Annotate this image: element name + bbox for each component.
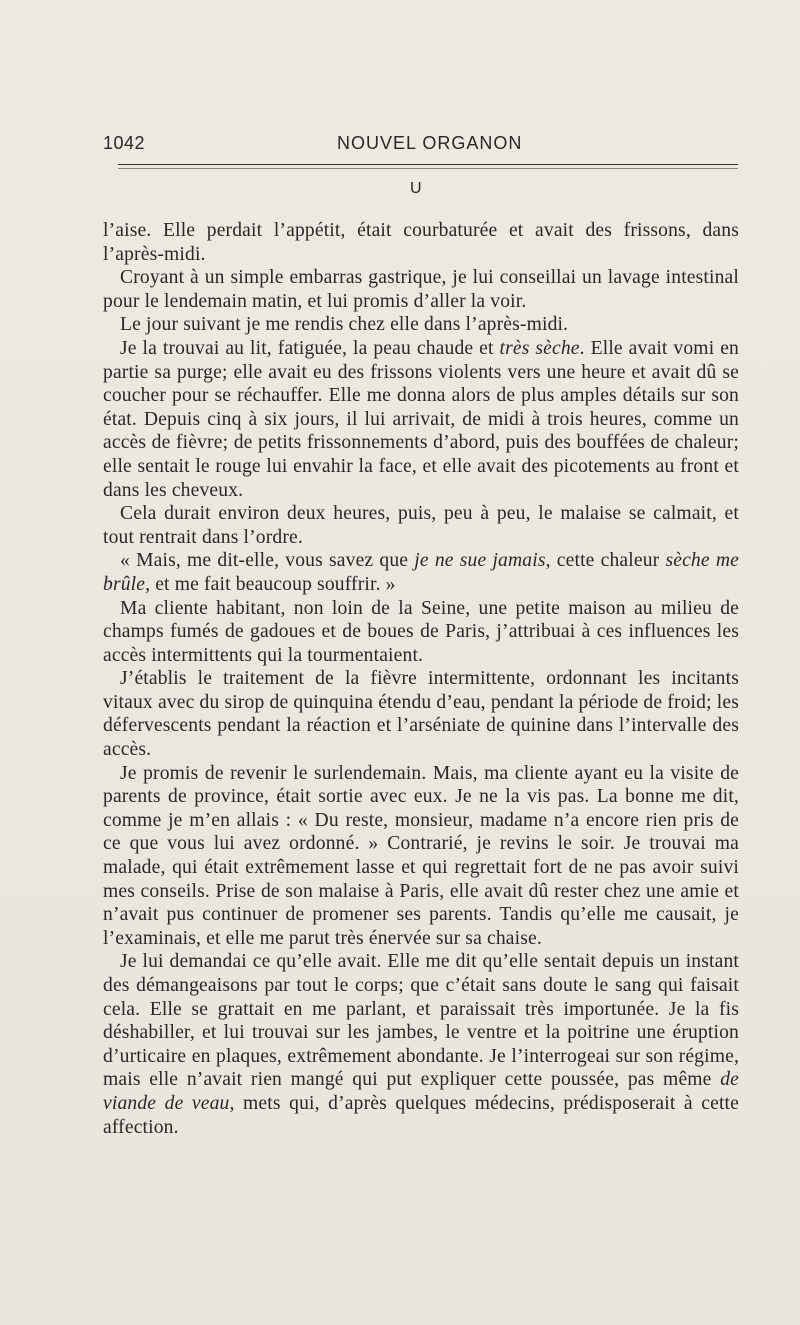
text-run: Ma cliente habitant, non loin de la Seine, une petite maison au milieu de champs fumés de gadoues et de boues de Paris, j’attribuai à ces influences les accès intermittents qui la tourmentaient. (103, 597, 739, 666)
paragraph (103, 337, 739, 502)
paragraph (103, 219, 739, 266)
page-number: 1042 (103, 133, 146, 153)
italic-run: de viande de veau (103, 1069, 739, 1114)
text-run: Le jour suivant je me rendis chez elle dans l’après-midi. (120, 314, 569, 336)
signature-mark: U (410, 180, 422, 197)
italic-run: très sèche (499, 337, 580, 359)
italic-run: sèche me brûle (103, 550, 740, 595)
paragraph (103, 313, 739, 337)
text-run: Je lui demandai ce qu’elle avait. Elle me dit qu’elle sentait depuis un instant des démangeaisons par tout le corps; que c’était sans doute le sang qui faisait cela. Elle se grattait en me parlant, et paraissait très importunée. Je la fis déshabiller, et lui trouvai sur les jambes, le ventre et la poitrine une éruption d’urticaire en plaques, extrêmement abondante. Je l’interrogeai sur son régime, mais elle n’avait rien mangé qui put expliquer cette poussée, pas même (103, 951, 739, 1091)
text-run: Je promis de revenir le surlendemain. Mais, ma cliente ayant eu la visite de parents de province, était sortie avec eux. Je ne la vis pas. La bonne me dit, comme je m’en allais : « Du reste, monsieur, madame n’a encore rien pris de ce que vous lui avez ordonné. » Contrarié, je revins le soir. Je trouvai ma malade, qui était extrêmement lasse et qui regrettait fort de ne pas avoir suivi mes conseils. Prise de son malaise à Paris, elle avait dû rester chez une amie et n’avait pus continuer de promener ses parents. Tandis qu’elle me causait, je l’examinais, et elle me parut très énervée sur sa chaise. (103, 762, 739, 949)
paragraph (103, 266, 739, 313)
paragraph (103, 950, 739, 1139)
body-text (103, 219, 739, 1139)
text-run: Je la trouvai au lit, fatiguée, la peau chaude et (120, 337, 500, 359)
paragraph (103, 667, 739, 761)
header-rule-thin (118, 168, 738, 169)
text-run: « Mais, me dit-elle, vous savez que (120, 550, 415, 572)
page-header (103, 133, 738, 159)
paragraph (103, 597, 739, 668)
italic-run: je ne sue jamais (414, 550, 546, 572)
text-run: . Elle avait vomi en partie sa purge; elle avait eu des frissons violents vers une heure et avait dû se coucher pour se réchauffer. Elle me donna alors de plus amples détails sur son état. Depuis cinq à six jours, il lui arrivait, de midi à trois heures, comme un accès de fièvre; de petits frissonnements d’abord, puis des bouffées de chaleur; elle sentait le rouge lui envahir la face, et elle avait des picotements au front et dans les cheveux. (103, 337, 739, 501)
text-run: , cette chaleur (545, 550, 666, 572)
text-run: Croyant à un simple embarras gastrique, je lui conseillai un lavage intestinal pour le lendemain matin, et lui promis d’aller la voir. (103, 267, 739, 312)
paragraph (103, 502, 739, 549)
text-run: J’établis le traitement de la fièvre intermittente, ordonnant les incitants vitaux avec du sirop de quinquina étendu d’eau, pendant la période de froid; les défervescents pendant la réaction et l’arséniate de quinine dans l’intervalle des accès. (103, 668, 739, 761)
paragraph (103, 762, 739, 951)
text-run: l’aise. Elle perdait l’appétit, était courbaturée et avait des frissons, dans l’après-midi. (103, 220, 739, 265)
text-run: Cela durait environ deux heures, puis, peu à peu, le malaise se calmait, et tout rentrait dans l’ordre. (103, 503, 739, 548)
running-title: NOUVEL ORGANON (337, 133, 523, 153)
header-rule (118, 164, 738, 165)
paragraph (103, 549, 739, 596)
text-run: , et me fait beaucoup souffrir. » (145, 573, 396, 595)
text-run: , mets qui, d’après quelques médecins, prédisposerait à cette affection. (103, 1092, 740, 1138)
